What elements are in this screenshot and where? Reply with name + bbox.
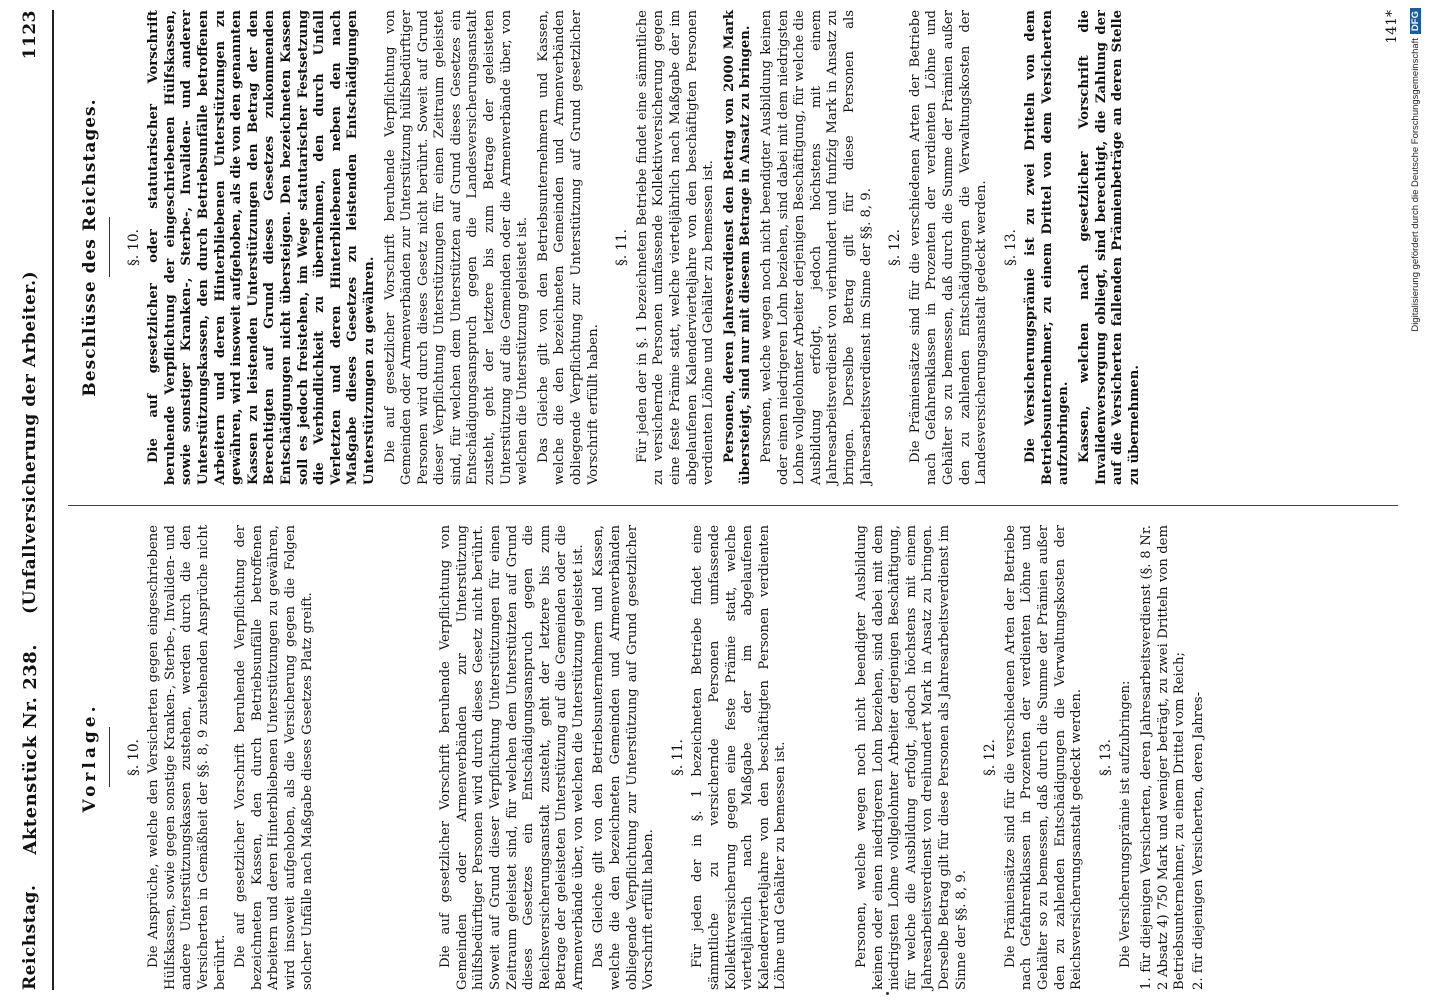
left-s10-p1: Die Ansprüche, welche den Versicherten gegen eingeschriebene Hülfskassen, sowie gegen sonstige Kranken-, Sterbe-, Invaliden- und andere Unterstützungskassen zustehen, werden durch die den Versicherten in Gemäßheit der §§. 8, 9 zustehenden Ansprüche nicht berührt. <box>146 525 228 990</box>
header-topic: (Unfallversicherung der Arbeiter.) <box>20 270 40 614</box>
right-s10-p3: Das Gleiche gilt von den Betriebsunternehmern und Kassen, welche die den bezeichneten Gemeinden und Armenverbänden obliegende Verpflichtung zur Unterstützung auf Grund gesetzlicher Vorschrift erfüllt haben. <box>535 10 601 485</box>
left-s11-head: §. 11. <box>669 739 686 776</box>
right-s11-head: §. 11. <box>614 229 631 266</box>
right-s12-head: §. 12. <box>887 229 904 266</box>
left-s13-item2: 2. für diejenigen Versicherten, deren Jahres- <box>1190 691 1206 990</box>
header-document-number: Aktenstück Nr. 238. <box>19 643 41 855</box>
left-blank-space-2 <box>794 525 854 990</box>
right-s12-p1: Die Prämiensätze sind für die verschiedenen Arten der Betriebe nach Gefahrenklassen in Prozenten der verdienten Löhne und Gehälter so zu bemessen, daß durch die Summe der Prämien außer den zu zahlenden Entschädigungen die Verwaltungskosten der Landesversicherungsanstalt gedeckt werden. <box>907 10 990 485</box>
left-s10-head: §. 10. <box>125 739 142 776</box>
header-page-number: 1123 <box>20 10 40 60</box>
right-heading-rule <box>109 218 110 278</box>
page-header <box>10 10 50 990</box>
digitization-note <box>1410 8 1430 992</box>
right-s13-p1: Die Versicherungsprämie ist zu zwei Dritteln von dem Betriebsunternehmer, zu einem Drittel von dem Versicherten aufzubringen. <box>1023 10 1072 485</box>
left-column-vorlage <box>68 525 1209 990</box>
left-heading: Vorlage. <box>80 702 100 813</box>
left-heading-rule <box>109 728 110 788</box>
left-s11-p2: Personen, welche wegen noch nicht beendigter Ausbildung keinen oder einen niedrigeren Lohn beziehen, sind dabei mit dem niedrigsten Lohne vollgelohnter Arbeiter derjenigen Beschäftigung, für welche die Ausbildung erfolgt, jedoch höchstens mit einem Jahresarbeitsverdienst von dreihundert Mark in Ansatz zu bringen. Derselbe Betrag gilt für diese Personen als Jahresarbeitsverdienst im Sinne der §§. 8, 9. <box>854 525 969 990</box>
right-column-beschluesse <box>68 10 1147 485</box>
right-heading: Beschlüsse des Reichstages. <box>80 98 100 397</box>
signature-mark: 141* <box>1384 10 1400 44</box>
header-rule <box>52 10 54 990</box>
digitization-text-wrap <box>1410 8 1430 992</box>
left-s10-p3: Die auf gesetzlicher Vorschrift beruhende Verpflichtung von Gemeinden oder Armenverbänden zur Unterstützung hülfsbedürftiger Personen wird durch dieses Gesetz nicht berührt. Soweit auf Grund dieser Verpflichtung Unterstützungen für einen Zeitraum geleistet sind, für welchen dem Unterstützten auf Grund dieses Gesetzes ein Entschädigungsanspruch gegen die Reichsversicherungsanstalt zusteht, geht der letztere bis zum Betrage der geleisteten Unterstützung auf die Gemeinden oder die Armenverbände über, von welchen die Unterstützung geleistet ist. <box>438 525 586 990</box>
right-s11-p2: Personen, deren Jahresverdienst den Betrag von 2000 Mark übersteigt, sind nur mit diesem Betrage in Ansatz zu bringen. <box>721 10 754 485</box>
left-s12-p1: Die Prämiensätze sind für die verschiedenen Arten der Betriebe nach Gefahrenklassen in Prozenten der verdienten Löhne und Gehälter so zu bemessen, daß durch die Summe der Prämien außer den zu zahlenden Entschädigungen die Verwaltungskosten der Reichsversicherungsanstalt gedeckt werden. <box>1002 525 1085 990</box>
right-s13-head: §. 13. <box>1002 229 1019 266</box>
digitization-note-text: Digitalisierung gefördert durch die Deutsche Forschungsgemeinschaft <box>1410 38 1421 332</box>
dfg-badge: DFG <box>1410 8 1421 34</box>
right-s10-p2: Die auf gesetzlicher Vorschrift beruhende Verpflichtung von Gemeinden oder Armenverbänden zur Unterstützung hülfsbedürftiger Personen wird durch dieses Gesetz nicht berührt. Soweit auf Grund dieser Verpflichtung Unterstützungen für einen Zeitraum geleistet sind, für welchen dem Unterstützten auf Grund dieses Gesetzes ein Entschädigungsanspruch gegen die Landesversicherungsanstalt zusteht, geht der letztere bis zum Betrage der geleisteten Unterstützung auf die Gemeinden oder die Armenverbände über, von welchen die Unterstützung geleistet ist. <box>382 10 531 485</box>
left-s10-p2: Die auf gesetzlicher Vorschrift beruhende Verpflichtung der bezeichneten Kassen, den durch Betriebsunfälle betroffenen Arbeitern und deren Hinterbliebenen Unterstützungen zu gewähren, wird insoweit aufgehoben, als die Versicherung gegen die Folgen solcher Unfälle nach Maßgabe dieses Gesetzes Platz greift. <box>233 525 315 990</box>
left-s10-p4: Das Gleiche gilt von den Betriebsunternehmern und Kassen, welche die den bezeichneten Gemeinden und Armenverbänden obliegende Verpflichtung zur Unterstützung auf Grund gesetzlicher Vorschrift erfüllt haben. <box>591 525 657 990</box>
speck <box>886 992 889 995</box>
left-s11-p1: Für jeden der in §. 1 bezeichneten Betriebe findet eine sämmtliche zu versichernde Personen umfassende Kollektivversicherung gegen eine feste Prämie statt, welche vierteljährlich nach Maßgabe der im abgelaufenen Kalendervierteljahre von den beschäftigten Personen verdienten Löhne und Gehälter zu bemessen ist. <box>690 525 789 990</box>
left-s13-intro: Die Versicherungsprämie ist aufzubringen: <box>1118 680 1134 968</box>
right-s11-p3: Personen, welche wegen noch nicht beendigter Ausbildung keinen oder einen niedrigeren Lohn beziehen, sind dabei mit dem niedrigsten Lohne vollgelohnter Arbeiter derjenigen Beschäftigung, für welche die Ausbildung erfolgt, jedoch höchstens mit einem Jahresarbeitsverdienst von vierhundert und funfzig Mark in Ansatz zu bringen. Derselbe Betrag gilt für diese Personen als Jahresarbeitsverdienst im Sinne der §§. 8, 9. <box>758 10 874 485</box>
left-s12-head: §. 12. <box>982 739 999 776</box>
rotated-sheet <box>10 10 1400 990</box>
right-s11-p1: Für jeden der in §. 1 bezeichneten Betriebe findet eine sämmtliche zu versichernde Personen umfassende Kollektivversicherung gegen eine feste Prämie statt, welche vierteljährlich nach Maßgabe der im abgelaufenen Kalendervierteljahre von den beschäftigten Personen verdienten Löhne und Gehälter zu bemessen ist. <box>634 10 717 485</box>
left-blank-space <box>320 525 438 990</box>
right-s10-head: §. 10. <box>125 229 142 266</box>
right-s10-p1: Die auf gesetzlicher oder statutarischer Vorschrift beruhende Verpflichtung der eingeschriebenen Hülfskassen, sowie sonstiger Kranken-, Sterbe-, Invaliden- und anderer Unterstützungskassen, den durch Betriebsunfälle betroffenen Arbeitern und deren Hinterbliebenen Unterstützungen zu gewähren, wird insoweit aufgehoben, als die von den genannten Kassen zu leistenden Unterstützungen den Betrag der den Berechtigten auf Grund dieses Gesetzes zukommenden Entschädigungen nicht übersteigen. Den bezeichneten Kassen soll es jedoch freistehen, im Wege statutarischer Festsetzung die Verbindlichkeit zu übernehmen, den durch Unfall Verletzten und deren Hinterbliebenen neben den nach Maßgabe dieses Gesetzes zu leistenden Entschädigungen Unterstützungen zu gewähren. <box>146 10 377 485</box>
left-s13-head: §. 13. <box>1097 739 1114 776</box>
header-reichstag: Reichstag. <box>20 884 40 990</box>
right-s13-p2: Kassen, welchen nach gesetzlicher Vorschrift die Invalidenversorgung obliegt, sind berechtigt, die Zahlung der auf die Versicherten fallenden Prämienbeträge an deren Stelle zu übernehmen. <box>1077 10 1142 485</box>
column-divider <box>68 505 1398 506</box>
left-s13-item1: 1. für diejenigen Versicherten, deren Jahresarbeitsverdienst (§. 8 Nr. 2 Absatz 4) 750 Mark und weniger beträgt, zu zwei Dritteln von dem Betriebsunternehmer, zu einem Drittel vom Reich; <box>1138 525 1188 990</box>
